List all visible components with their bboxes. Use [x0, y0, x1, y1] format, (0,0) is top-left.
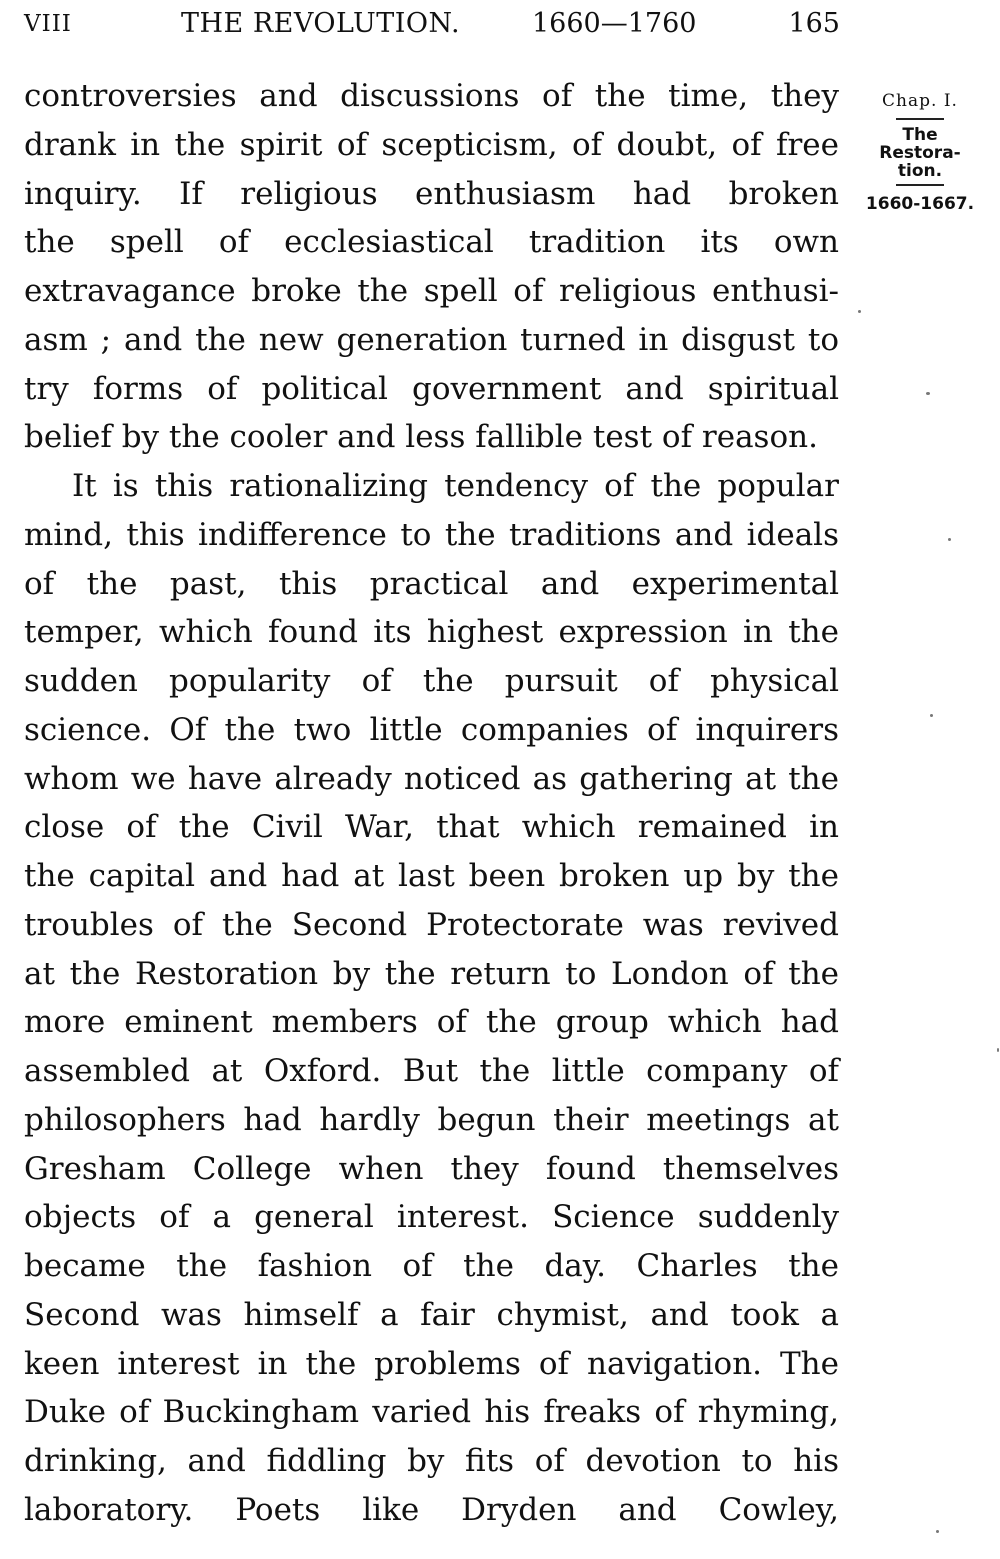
text-line: of the past, this practical and experimental — [24, 565, 839, 602]
paragraph-start-line: It is this rationalizing tendency of the popular — [72, 468, 839, 504]
text-line: became the fashion of the day. Charles the — [24, 1248, 839, 1284]
text-line: temper, which found its highest expression in the — [24, 614, 839, 651]
text-line: at the Restoration by the return to London of the — [24, 955, 839, 992]
text-line: more eminent members of the group which had — [24, 1004, 839, 1041]
margin-rule — [896, 118, 944, 120]
scan-speck — [858, 310, 861, 313]
text-line: science. Of the two little companies of inquirers — [24, 711, 839, 748]
margin-topic-line: tion. — [897, 161, 943, 181]
body-text — [24, 72, 839, 1535]
scan-speck — [948, 538, 951, 541]
text-line: whom we have already noticed as gathering at the — [24, 760, 839, 797]
margin-years: 1660-1667. — [865, 194, 975, 214]
chapter-roman-numeral: VIII — [24, 11, 72, 37]
scan-speck — [930, 714, 933, 717]
margin-topic-line: Restora- — [879, 143, 961, 163]
text-line: controversies and discussions of the time, they — [24, 78, 839, 114]
text-line: asm ; and the new generation turned in disgust to — [24, 321, 839, 358]
text-line: sudden popularity of the pursuit of physical — [24, 663, 839, 699]
margin-chapter: Chap. I. — [882, 91, 958, 111]
text-line: extravagance broke the spell of religious enthusi- — [24, 273, 839, 309]
text-line: Gresham College when they found themselves — [24, 1150, 839, 1187]
running-title: THE REVOLUTION. — [181, 8, 461, 39]
paragraph-end-line: belief by the cooler and less fallible test of reason. — [24, 419, 818, 456]
margin-notes — [862, 88, 978, 216]
running-header — [24, 6, 840, 42]
page-number: 165 — [788, 8, 840, 39]
text-line: the capital and had at last been broken up by the — [24, 858, 839, 894]
text-line: drank in the spirit of scepticism, of doubt, of free — [24, 126, 839, 163]
text-line: the spell of ecclesiastical tradition its own — [24, 224, 839, 261]
text-line: philosophers had hardly begun their meetings at — [24, 1101, 839, 1138]
text-line: objects of a general interest. Science suddenly — [24, 1199, 839, 1236]
margin-topic-line: The — [902, 125, 938, 145]
text-line: drinking, and fiddling by fits of devotion to his — [24, 1443, 839, 1479]
text-line: inquiry. If religious enthusiasm had broken — [24, 175, 839, 212]
scan-speck — [926, 392, 930, 395]
scan-speck — [936, 1530, 939, 1533]
text-line: try forms of political government and spiritual — [24, 370, 839, 407]
running-years: 1660—1760 — [532, 8, 697, 39]
text-line: laboratory. Poets like Dryden and Cowley, — [24, 1491, 839, 1528]
margin-rule — [896, 184, 944, 186]
text-line: Duke of Buckingham varied his freaks of rhyming, — [24, 1394, 839, 1431]
text-line: keen interest in the problems of navigation. The — [24, 1345, 839, 1382]
text-line: close of the Civil War, that which remained in — [24, 809, 839, 846]
text-line: troubles of the Second Protectorate was revived — [24, 906, 839, 943]
text-line: assembled at Oxford. But the little company of — [24, 1053, 839, 1089]
text-line: Second was himself a fair chymist, and took a — [24, 1296, 839, 1333]
scan-speck — [997, 1048, 999, 1052]
text-line: mind, this indifference to the traditions and ideals — [24, 516, 839, 553]
